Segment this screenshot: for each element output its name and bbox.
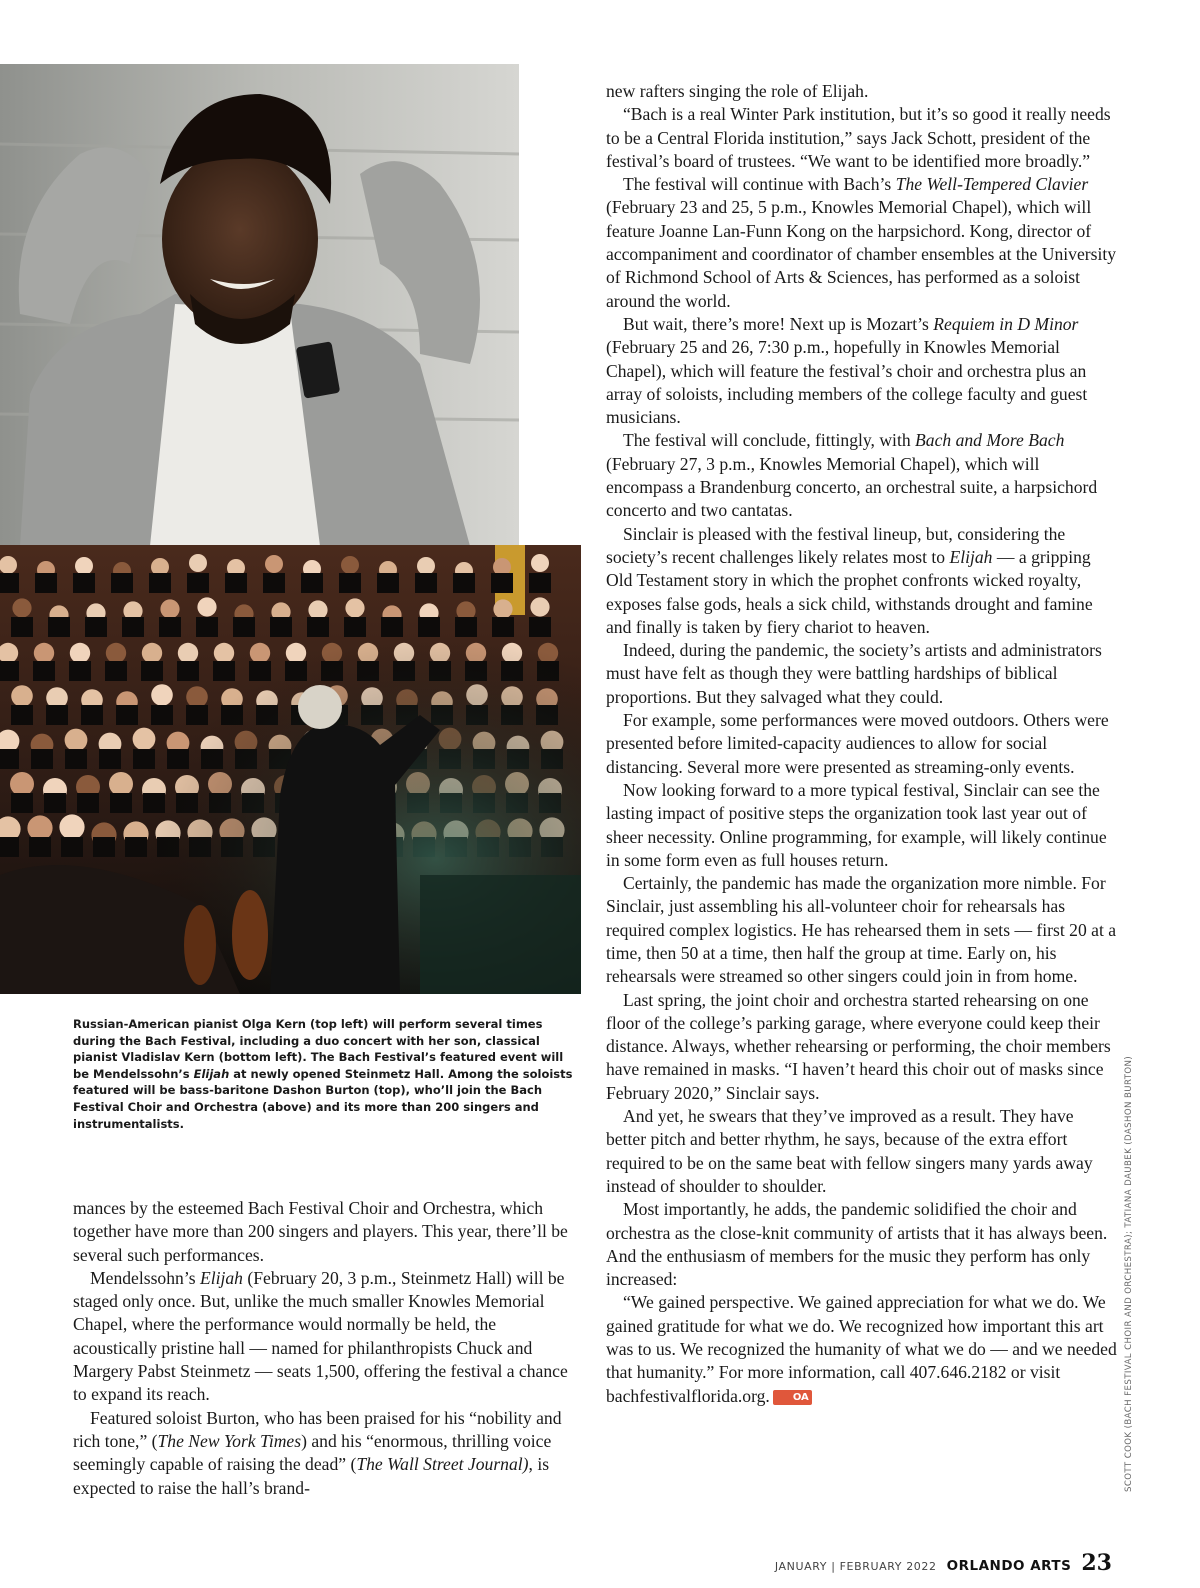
issue-date: JANUARY | FEBRUARY 2022 xyxy=(774,1560,937,1573)
photo-credit: SCOTT COOK (BACH FESTIVAL CHOIR AND ORCHESTRA); TATIANA DAUBEK (DASHON BURTON) xyxy=(1124,1055,1134,1492)
paragraph: Now looking forward to a more typical festival, Sinclair can see the lasting impact of positive steps the organization took last year out of sheer necessity. Online programming, for example, will likely continue in some form even as full houses return. xyxy=(606,779,1107,870)
paragraph: The festival will conclude, fittingly, with Bach and More Bach (February 27, 3 p.m., Knowles Memorial Chapel), which will encompass a Brandenburg concerto, an orchestral suite, a harpsichord concerto and two cantatas. xyxy=(606,430,1098,521)
caption-text-2: at newly opened Steinmetz Hall. Among the soloists featured will be bass-baritone Dashon Burton (top), who’ll join the Bach Festival Choir and Orchestra (above) and its more than 200 singers and instrumentalists. xyxy=(73,1066,573,1131)
paragraph: “Bach is a real Winter Park institution, but it’s so good it really needs to be a Central Florida institution,” says Jack Schott, president of the festival’s board of trustees. “We want to be identified more broadly.” xyxy=(606,104,1111,171)
right-text-column xyxy=(606,80,1118,1408)
page-folio xyxy=(775,1550,1112,1576)
paragraph: Featured soloist Burton, who has been praised for his “nobility and rich tone,” (The New York Times) and his “enormous, thrilling voice seemingly capable of raising the dead” (The Wall Street Journal), is expected to raise the hall’s brand- xyxy=(73,1407,562,1498)
choir-orchestra-photo xyxy=(0,545,581,994)
paragraph: But wait, there’s more! Next up is Mozart’s Requiem in D Minor (February 25 and 26, 7:30 p.m., hopefully in Knowles Memorial Chapel), which will feature the festival’s choir and orchestra plus an array of soloists, including members of the college faculty and guest musicians. xyxy=(606,313,1088,428)
soloist-portrait-photo xyxy=(0,64,519,546)
left-text-column xyxy=(73,1197,573,1500)
choir-orchestra-image xyxy=(0,545,581,994)
paragraph: mances by the esteemed Bach Festival Choir and Orchestra, which together have more than 200 singers and players. This year, there’ll be several such performances. xyxy=(73,1198,568,1265)
paragraph: And yet, he swears that they’ve improved as a result. They have better pitch and better rhythm, he says, because of the extra effort required to be on the same beat with fellow singers many yards away instead of shoulder to shoulder. xyxy=(606,1106,1093,1196)
paragraph: Sinclair is pleased with the festival lineup, but, considering the society’s recent challenges likely relates most to Elijah — a gripping Old Testament story in which the prophet confronts wicked royalty, exposes false gods, heals a sick child, withstands drought and famine and finally is taken by fiery chariot to heaven. xyxy=(606,523,1093,637)
soloist-portrait-image xyxy=(0,64,519,546)
page-number: 23 xyxy=(1081,1550,1112,1576)
magazine-name: ORLANDO ARTS xyxy=(946,1558,1072,1574)
caption-italic-title: Elijah xyxy=(193,1066,230,1081)
paragraph: Last spring, the joint choir and orchestra started rehearsing on one floor of the college’s parking garage, where everyone could keep their distance. Always, whether rehearsing or performing, the choir members have remained in masks. “I haven’t heard this choir out of masks since February 2020,” Sinclair says. xyxy=(606,989,1111,1103)
paragraph: Certainly, the pandemic has made the organization more nimble. For Sinclair, just assembling his all-volunteer choir for rehearsals has required complex logistics. He has rehearsed them in sets — first 20 at a time, then 50 at a time, then half the group at time. Early on, his rehearsals were streamed so other singers could join in from home. xyxy=(606,873,1117,987)
end-mark-badge: OA xyxy=(773,1390,812,1405)
paragraph: “We gained perspective. We gained appreciation for what we do. We gained gratitude for what we do. We recognized how important this art was to us. We recognized the humanity of what we do — and we needed that humanity.” For more information, call 407.646.2182 or visit bachfestivalflorida.org. OA xyxy=(606,1292,1117,1406)
paragraph: Mendelssohn’s Elijah (February 20, 3 p.m., Steinmetz Hall) will be staged only once. But, unlike the much smaller Knowles Memorial Chapel, where the performance would normally be held, the acoustically pristine hall — named for philanthropists Chuck and Margery Pabst Steinmetz — seats 1,500, offering the festival a chance to expand its reach. xyxy=(73,1267,568,1405)
paragraph: For example, some performances were moved outdoors. Others were presented before limited-capacity audiences to allow for social distancing. Several more were presented as streaming-only events. xyxy=(606,710,1109,777)
paragraph: Most importantly, he adds, the pandemic solidified the choir and orchestra as the close-knit community of artists that it has always been. And the enthusiasm of members for the music they perform has only increased: xyxy=(606,1199,1108,1290)
paragraph: Indeed, during the pandemic, the society’s artists and administrators must have felt as though they were battling hardships of biblical proportions. But they salvaged what they could. xyxy=(606,640,1102,707)
photo-caption xyxy=(73,1016,583,1132)
caption-text-1: Russian-American pianist Olga Kern (top left) will perform several times during the Bach Festival, including a duo concert with her son, classical pianist Vladislav Kern (bottom left). The Bach Festival’s featured event will be Mendelssohn’s xyxy=(73,1017,564,1081)
paragraph: The festival will continue with Bach’s The Well-Tempered Clavier (February 23 and 25, 5 p.m., Knowles Memorial Chapel), which will feature Joanne Lan-Funn Kong on the harpsichord. Kong, director of accompaniment and coordinator of chamber ensembles at the University of Richmond School of Arts & Sciences, has performed as a soloist around the world. xyxy=(606,174,1117,311)
paragraph: new rafters singing the role of Elijah. xyxy=(606,81,869,101)
